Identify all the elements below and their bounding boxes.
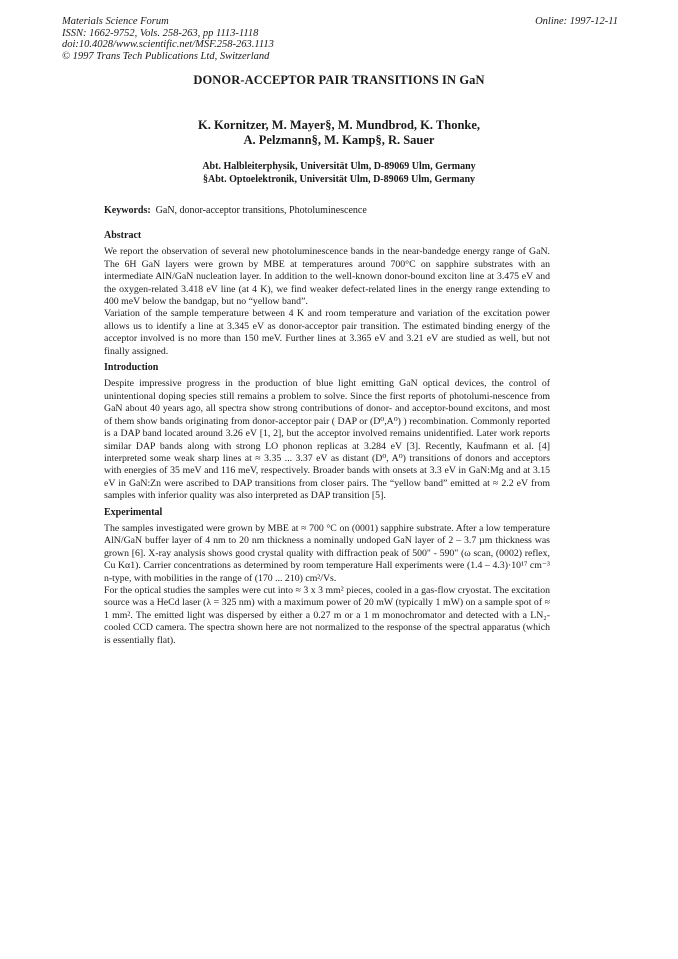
experimental-section <box>104 507 550 647</box>
experimental-paragraph-2: For the optical studies the samples were cut into ≈ 3 x 3 mm² pieces, cooled in a gas-flow cryostat. The excitation source was a HeCd laser (λ = 325 nm) with a maximum power of 20 mW (typically 1 mW) on a sample spot of ≈ 1 mm². The emitted light was dispersed by either a 0.27 m or a 1 m monochromator and detected with a LN₂-cooled CCD camera. The spectra shown here are not normalized to the response of the spectral apparatus (which is essentially flat). <box>104 584 550 646</box>
issn-line: ISSN: 1662-9752, Vols. 258-263, pp 1113-1118 <box>62 27 259 39</box>
experimental-heading: Experimental <box>104 506 163 518</box>
affiliations <box>0 161 678 186</box>
keywords <box>104 205 367 216</box>
author-line-1: K. Kornitzer, M. Mayer§, M. Mundbrod, K. Thonke, <box>197 118 481 132</box>
abstract-heading: Abstract <box>104 230 142 241</box>
abstract-section <box>104 230 550 358</box>
introduction-heading: Introduction <box>104 362 159 374</box>
copyright-line: © 1997 Trans Tech Publications Ltd, Switzerland <box>62 50 270 62</box>
keywords-text: GaN, donor-acceptor transitions, Photoluminescence <box>155 205 367 216</box>
journal-name: Materials Science Forum <box>62 16 169 27</box>
author-list <box>0 118 678 148</box>
paper-title: DONOR-ACCEPTOR PAIR TRANSITIONS IN GaN <box>193 73 485 87</box>
keywords-label: Keywords: <box>104 205 151 216</box>
paper-body <box>104 230 550 651</box>
abstract-paragraph-1: We report the observation of several new photoluminescence bands in the near-bandedge energy range of GaN. The 6H GaN layers were grown by MBE at temperatures around 700°C on sapphire substrates with an intermediate AlN/GaN nucleation layer. In addition to the well-known donor-bound exciton line at 3.475 eV and the oxygen-related 3.418 eV line (at 4 K), we find weaker defect-related lines in the energy range extending to 400 meV below the bandgap, but no “yellow band”. <box>104 246 550 308</box>
affiliation-line-2: §Abt. Optoelektronik, Universität Ulm, D-89069 Ulm, Germany <box>202 173 476 185</box>
author-line-2: A. Pelzmann§, M. Kamp§, R. Sauer <box>243 133 435 147</box>
page-header <box>62 16 618 62</box>
introduction-section <box>104 362 550 502</box>
affiliation-line-1: Abt. Halbleiterphysik, Universität Ulm, D-89069 Ulm, Germany <box>202 161 476 172</box>
abstract-paragraph-2: Variation of the sample temperature between 4 K and room temperature and variation of the excitation power allows us to identify a line at 3.345 eV as donor-acceptor pair transition. The estimated binding energy of the acceptor involved is no more than 150 meV. Further lines at 3.365 eV and 3.21 eV are studied as well, but not finally assigned. <box>104 308 550 357</box>
introduction-paragraph: Despite impressive progress in the production of blue light emitting GaN optical devices, the control of unintentional doping species still remains a problem to solve. Since the first reports of photolumi-nescence from GaN about 40 years ago, all spectra show strong contributions of donor- and acceptor-bound excitons, and most of them show bands originating from donor-acceptor pair ( DAP or (D⁰,A⁰) ) recombination. Commonly reported is a DAP band located around 3.26 eV [1, 2], but the acceptor involved remains unidentified. Later work reports similar DAP bands along with strong LO phonon replicas at 3.284 eV [3]. Recently, Kaufmann et al. [4] interpreted some weak sharp lines at ≈ 3.35 ... 3.37 eV as distant (D⁰, A⁰) transitions of donors and acceptors with energies of 35 meV and 116 meV, respectively. Broader bands with onsets at 3.3 eV in GaN:Mg and at 3.15 eV in GaN:Zn were ascribed to DAP transitions from closer pairs. The “yellow band” emitted at ≈ 2.2 eV from samples with inferior quality was also interpreted as DAP transition [5]. <box>104 378 550 502</box>
online-date: Online: 1997-12-11 <box>535 16 618 27</box>
experimental-paragraph-1: The samples investigated were grown by MBE at ≈ 700 °C on (0001) sapphire substrate. After a low temperature AlN/GaN buffer layer of 4 nm to 20 nm thickness a nominally undoped GaN layer of 2 – 3.7 µm thickness was grown [6]. X-ray analysis shows good crystal quality with diffraction peak of 500" - 590" (ω scan, (0002) reflex, Cu Kα1). Carrier concentrations as determined by room temperature Hall experiments were (1.4 – 4.3)·10¹⁷ cm⁻³ n-type, with mobilities in the range of (170 ... 210) cm²/Vs. <box>104 522 550 584</box>
doi-line: doi:10.4028/www.scientific.net/MSF.258-263.1113 <box>62 39 274 51</box>
